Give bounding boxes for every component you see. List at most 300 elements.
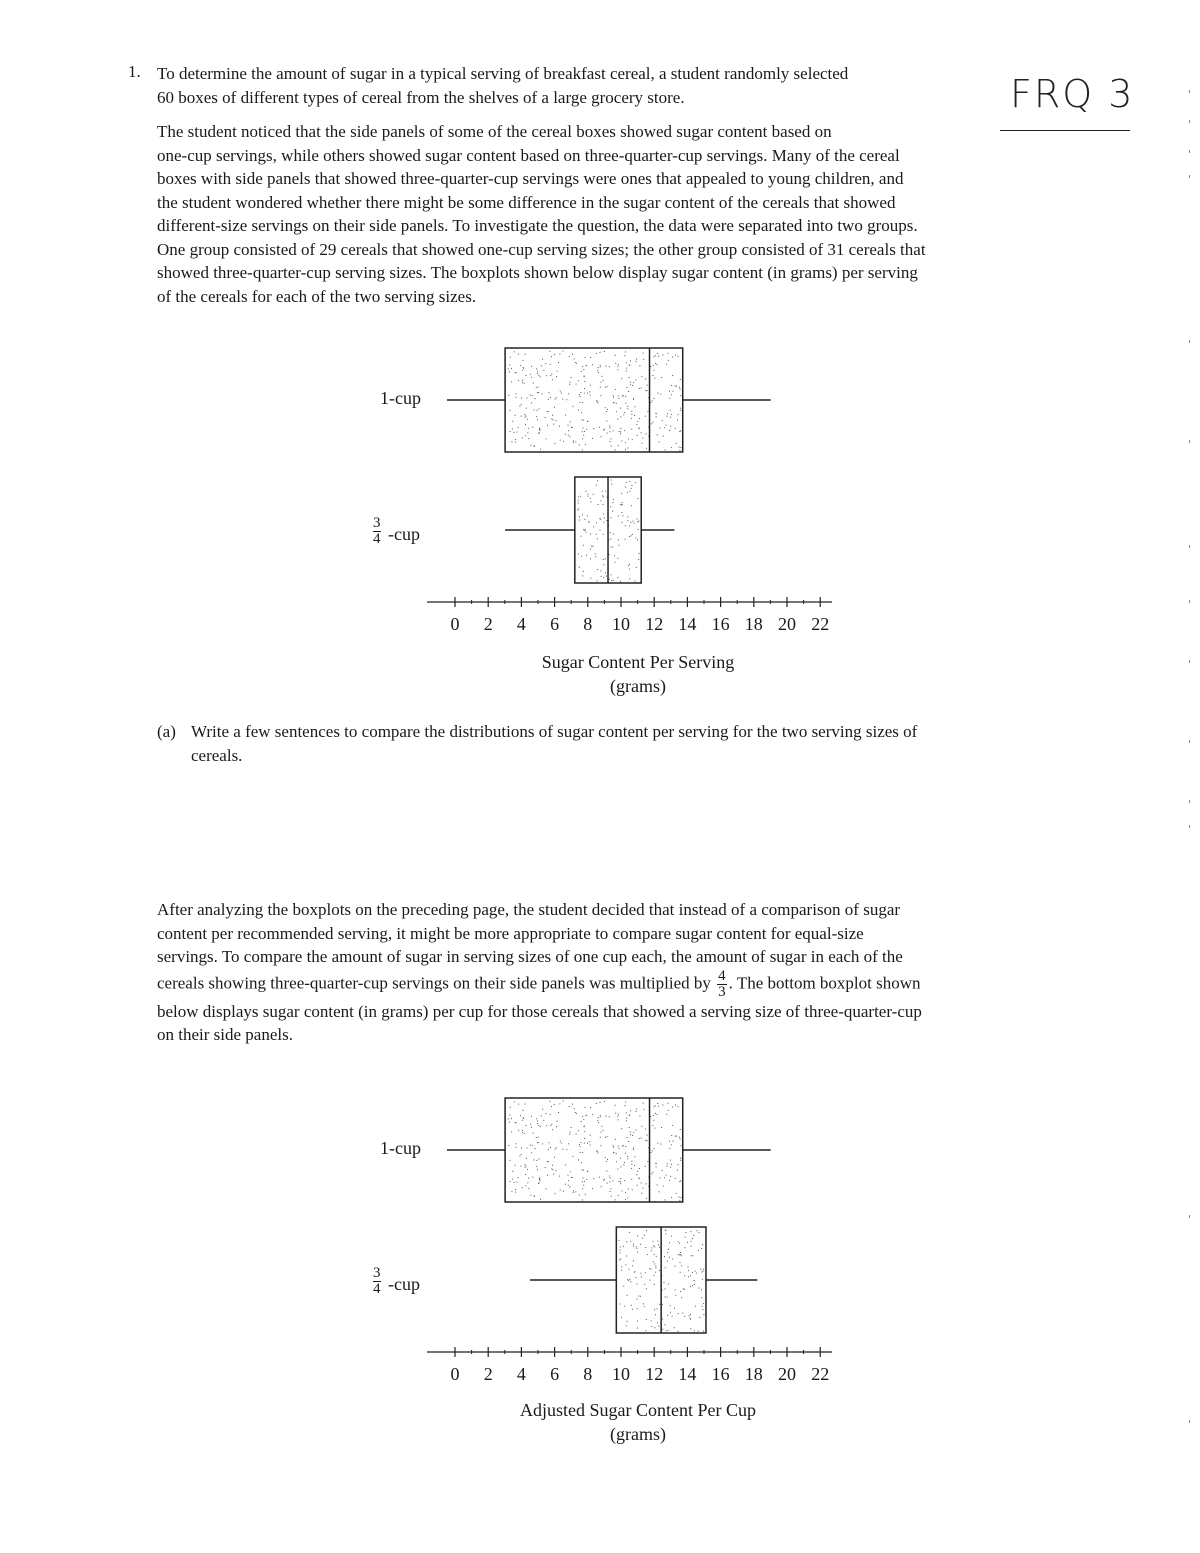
stipple-dot: [530, 1145, 531, 1146]
stipple-dot: [675, 1266, 676, 1267]
stipple-dot: [653, 398, 654, 399]
stipple-dot: [684, 1316, 685, 1317]
stipple-dot: [625, 539, 626, 540]
stipple-dot: [679, 431, 680, 432]
question-context: The student noticed that the side panels of some of the cereal boxes showed sugar content based on one-cup servings, while others showed sugar content based on three-quarter-cup servings. Many of the cereal boxes with side panels that showed three-quarter-cup servings were ones that appealed to young children, and the student wondered whether there might be some difference in the sugar content of the cereals that showed different-size servings on their side panels. To investigate the question, the data were separated into two groups. One group consisted of 29 cereals that showed one-cup serving sizes; the other group consisted of 31 cereals that showed three-quarter-cup serving sizes. The boxplots shown below display sugar content (in grams) per serving of the cereals for each of the two serving sizes.: [157, 122, 926, 306]
stipple-dot: [602, 495, 603, 496]
stipple-dot: [524, 414, 525, 415]
stipple-dot: [584, 393, 585, 394]
stipple-dot: [575, 441, 576, 442]
stipple-dot: [531, 1116, 532, 1117]
stipple-dot: [653, 1241, 654, 1242]
stipple-dot: [664, 1324, 665, 1325]
stipple-dot: [570, 1132, 571, 1133]
stipple-dot: [627, 1137, 628, 1138]
stipple-dot: [615, 363, 616, 364]
stipple-dot: [628, 391, 629, 392]
stipple-dot: [596, 485, 597, 486]
fraction-denominator: 4: [373, 531, 381, 547]
stipple-dot: [679, 1181, 680, 1182]
stipple-dot: [667, 1163, 668, 1164]
stipple-dot: [556, 376, 557, 377]
stipple-dot: [687, 1242, 688, 1243]
stipple-dot: [691, 1255, 692, 1256]
stipple-dot: [679, 450, 680, 451]
stipple-dot: [639, 428, 640, 429]
stipple-dot: [688, 1276, 689, 1277]
stipple-dot: [620, 1250, 621, 1251]
stipple-dot: [606, 1171, 607, 1172]
stipple-dot: [675, 1295, 676, 1296]
stipple-dot: [679, 1243, 680, 1244]
stipple-dot: [584, 1131, 585, 1132]
stipple-dot: [582, 1181, 583, 1182]
stipple-dot: [579, 1194, 580, 1195]
stipple-dot: [548, 392, 549, 393]
stipple-dot: [583, 1185, 584, 1186]
stipple-dot: [575, 1191, 576, 1192]
stipple-dot: [528, 1188, 529, 1189]
stipple-dot: [653, 1245, 654, 1246]
stipple-dot: [539, 1159, 540, 1160]
stipple-dot: [670, 1160, 671, 1161]
stipple-dot: [699, 1288, 700, 1289]
stipple-dot: [609, 1116, 610, 1117]
stipple-dot: [641, 376, 642, 377]
stipple-dot: [580, 1142, 581, 1143]
stipple-dot: [669, 1148, 670, 1149]
stipple-dot: [521, 404, 522, 405]
x-axis-title-serving: [518, 650, 758, 698]
stipple-dot: [516, 1147, 517, 1148]
stipple-dot: [609, 1176, 610, 1177]
stipple-dot: [632, 385, 633, 386]
stipple-dot: [552, 1169, 553, 1170]
stipple-dot: [579, 1144, 580, 1145]
stipple-dot: [545, 1167, 546, 1168]
stipple-dot: [587, 1143, 588, 1144]
stipple-dot: [655, 1105, 656, 1106]
stipple-dot: [652, 1150, 653, 1151]
stipple-dot: [632, 534, 633, 535]
stipple-dot: [657, 434, 658, 435]
stipple-dot: [624, 430, 625, 431]
stipple-dot: [630, 382, 631, 383]
stipple-dot: [640, 1296, 641, 1297]
stipple-dot: [609, 431, 610, 432]
stipple-dot: [555, 1149, 556, 1150]
stipple-dot: [601, 1145, 602, 1146]
stipple-dot: [639, 365, 640, 366]
stipple-dot: [653, 365, 654, 366]
stipple-dot: [526, 1166, 527, 1167]
stipple-dot: [606, 576, 607, 577]
stipple-dot: [688, 1270, 689, 1271]
stipple-dot: [659, 1304, 660, 1305]
stipple-dot: [599, 1177, 600, 1178]
stipple-dot: [538, 375, 539, 376]
stipple-dot: [611, 1196, 612, 1197]
stipple-dot: [550, 397, 551, 398]
stipple-dot: [613, 397, 614, 398]
x-tick-label: 20: [778, 1364, 796, 1380]
stipple-dot: [691, 1241, 692, 1242]
stipple-dot: [618, 369, 619, 370]
stipple-dot: [623, 414, 624, 415]
stipple-dot: [653, 1120, 654, 1121]
stipple-dot: [615, 1113, 616, 1114]
stipple-dot: [621, 1317, 622, 1318]
stipple-dot: [663, 1186, 664, 1187]
stipple-dot: [573, 440, 574, 441]
stipple-dot: [613, 402, 614, 403]
stipple-dot: [526, 1158, 527, 1159]
stipple-dot: [614, 555, 615, 556]
stipple-dot: [626, 370, 627, 371]
stipple-dot: [551, 418, 552, 419]
stipple-dot: [584, 1181, 585, 1182]
stipple-dot: [604, 351, 605, 352]
stipple-dot: [622, 522, 623, 523]
stipple-dot: [563, 1191, 564, 1192]
stipple-dot: [541, 1115, 542, 1116]
stipple-dot: [655, 1266, 656, 1267]
stipple-dot: [547, 425, 548, 426]
stipple-dot: [647, 390, 648, 391]
stipple-dot: [552, 415, 553, 416]
stipple-dot: [597, 580, 598, 581]
stipple-dot: [611, 484, 612, 485]
stipple-dot: [584, 1138, 585, 1139]
stipple-dot: [639, 553, 640, 554]
stipple-dot: [508, 1145, 509, 1146]
stipple-dot: [610, 1188, 611, 1189]
stipple-dot: [654, 1309, 655, 1310]
stipple-dot: [538, 392, 539, 393]
stipple-dot: [558, 1112, 559, 1113]
stipple-dot: [669, 1257, 670, 1258]
stipple-dot: [542, 393, 543, 394]
stipple-dot: [582, 575, 583, 576]
stipple-dot: [637, 1235, 638, 1236]
stipple-dot: [663, 436, 664, 437]
stipple-dot: [515, 1189, 516, 1190]
stipple-dot: [584, 388, 585, 389]
stipple-dot: [639, 418, 640, 419]
stipple-dot: [586, 429, 587, 430]
stipple-dot: [607, 1183, 608, 1184]
stipple-dot: [511, 1131, 512, 1132]
stipple-dot: [684, 1289, 685, 1290]
stipple-dot: [573, 406, 574, 407]
stipple-dot: [652, 1125, 653, 1126]
stipple-dot: [669, 430, 670, 431]
stipple-dot: [510, 1181, 511, 1182]
stipple-dot: [572, 1104, 573, 1105]
stipple-dot: [522, 370, 523, 371]
stipple-dot: [570, 1171, 571, 1172]
stipple-dot: [665, 1267, 666, 1268]
stipple-dot: [606, 520, 607, 521]
stipple-dot: [636, 1109, 637, 1110]
stipple-dot: [678, 1313, 679, 1314]
stipple-dot: [671, 1197, 672, 1198]
stipple-dot: [634, 1156, 635, 1157]
stipple-dot: [641, 1193, 642, 1194]
stipple-dot: [680, 1139, 681, 1140]
stipple-dot: [581, 1169, 582, 1170]
stipple-dot: [597, 538, 598, 539]
stipple-dot: [636, 424, 637, 425]
stipple-dot: [628, 439, 629, 440]
stipple-dot: [534, 1195, 535, 1196]
stipple-dot: [620, 1181, 621, 1182]
stipple-dot: [626, 482, 627, 483]
stipple-dot: [665, 1296, 666, 1297]
boxplot-chart-serving: [0, 330, 1200, 710]
x-tick-label: 18: [744, 1364, 763, 1380]
stipple-dot: [612, 502, 613, 503]
stipple-dot: [650, 366, 651, 367]
stipple-dot: [518, 1130, 519, 1131]
stipple-dot: [657, 1184, 658, 1185]
stipple-dot: [511, 441, 512, 442]
stipple-dot: [522, 1132, 523, 1133]
stipple-dot: [526, 375, 527, 376]
stipple-dot: [631, 1161, 632, 1162]
stipple-dot: [526, 1125, 527, 1126]
stipple-dot: [620, 408, 621, 409]
stipple-dot: [531, 377, 532, 378]
stipple-dot: [692, 1272, 693, 1273]
stipple-dot: [668, 1249, 669, 1250]
stipple-dot: [579, 394, 580, 395]
stipple-dot: [676, 1193, 677, 1194]
stipple-dot: [620, 1158, 621, 1159]
stipple-dot: [568, 1180, 569, 1181]
stipple-dot: [703, 1331, 704, 1332]
stipple-dot: [600, 1102, 601, 1103]
stipple-dot: [631, 418, 632, 419]
stipple-dot: [662, 1170, 663, 1171]
stipple-dot: [580, 536, 581, 537]
stipple-dot: [641, 388, 642, 389]
stipple-dot: [658, 1244, 659, 1245]
stipple-dot: [509, 372, 510, 373]
stipple-dot: [629, 1127, 630, 1128]
stipple-dot: [683, 1288, 684, 1289]
stipple-dot: [702, 1244, 703, 1245]
stipple-dot: [656, 1256, 657, 1257]
stipple-dot: [556, 420, 557, 421]
stipple-dot: [519, 1156, 520, 1157]
stipple-dot: [638, 529, 639, 530]
stipple-dot: [629, 564, 630, 565]
stipple-dot: [579, 520, 580, 521]
stipple-dot: [590, 578, 591, 579]
stipple-dot: [578, 1160, 579, 1161]
stipple-dot: [626, 1241, 627, 1242]
stipple-dot: [511, 368, 512, 369]
stipple-dot: [554, 354, 555, 355]
stipple-dot: [581, 371, 582, 372]
stipple-dot: [610, 441, 611, 442]
stipple-dot: [565, 1184, 566, 1185]
stipple-dot: [668, 1330, 669, 1331]
stipple-dot: [630, 1134, 631, 1135]
stipple-dot: [596, 401, 597, 402]
stipple-dot: [519, 406, 520, 407]
category-label-three-quarter-suffix-adjusted: -cup: [388, 1274, 420, 1294]
stipple-dot: [555, 443, 556, 444]
stipple-dot: [668, 353, 669, 354]
stipple-dot: [568, 393, 569, 394]
stipple-dot: [530, 374, 531, 375]
x-tick-label: 6: [550, 614, 560, 630]
stipple-dot: [629, 491, 630, 492]
stipple-dot: [514, 1182, 515, 1183]
stipple-dot: [613, 499, 614, 500]
stipple-dot: [578, 554, 579, 555]
stipple-dot: [690, 1314, 691, 1315]
stipple-dot: [559, 353, 560, 354]
stipple-dot: [625, 1146, 626, 1147]
stipple-dot: [662, 1104, 663, 1105]
stipple-dot: [600, 530, 601, 531]
category-label-three-quarter-fraction-adjusted: [373, 1266, 381, 1297]
stipple-dot: [562, 1149, 563, 1150]
stipple-dot: [530, 1124, 531, 1125]
stipple-dot: [546, 1188, 547, 1189]
stipple-dot: [618, 558, 619, 559]
stipple-dot: [539, 1178, 540, 1179]
stipple-dot: [627, 406, 628, 407]
stipple-dot: [524, 1133, 525, 1134]
stipple-dot: [601, 1186, 602, 1187]
stipple-dot: [677, 1170, 678, 1171]
stipple-dot: [586, 1179, 587, 1180]
stipple-dot: [550, 1125, 551, 1126]
stipple-dot: [556, 397, 557, 398]
stipple-dot: [641, 1126, 642, 1127]
question-intro: To determine the amount of sugar in a typical serving of breakfast cereal, a student randomly selected 60 boxes of different types of cereal from the shelves of a large grocery store.: [157, 64, 849, 107]
stipple-dot: [596, 522, 597, 523]
stipple-dot: [512, 1179, 513, 1180]
stipple-dot: [582, 402, 583, 403]
stipple-dot: [605, 366, 606, 367]
stipple-dot: [618, 1119, 619, 1120]
stipple-dot: [670, 1312, 671, 1313]
stipple-dot: [517, 432, 518, 433]
stipple-dot: [678, 1331, 679, 1332]
stipple-dot: [668, 360, 669, 361]
stipple-dot: [548, 411, 549, 412]
stipple-dot: [678, 1241, 679, 1242]
stipple-dot: [574, 358, 575, 359]
stipple-dot: [633, 1244, 634, 1245]
stipple-dot: [595, 556, 596, 557]
stipple-dot: [605, 1116, 606, 1117]
stipple-dot: [616, 411, 617, 412]
stipple-dot: [701, 1248, 702, 1249]
stipple-dot: [667, 1252, 668, 1253]
stipple-dot: [660, 394, 661, 395]
stipple-dot: [660, 428, 661, 429]
stipple-dot: [633, 1149, 634, 1150]
stipple-dot: [653, 1148, 654, 1149]
stipple-dot: [621, 493, 622, 494]
stipple-dot: [535, 398, 536, 399]
stipple-dot: [625, 1153, 626, 1154]
stipple-dot: [539, 428, 540, 429]
stipple-dot: [552, 1129, 553, 1130]
stipple-dot: [690, 1318, 691, 1319]
stipple-dot: [667, 413, 668, 414]
stipple-dot: [662, 354, 663, 355]
stipple-dot: [628, 1141, 629, 1142]
stipple-dot: [670, 426, 671, 427]
stipple-dot: [609, 1181, 610, 1182]
stipple-dot: [525, 1185, 526, 1186]
stipple-dot: [627, 1295, 628, 1296]
handwritten-note: FRQ 3: [1010, 72, 1135, 116]
stipple-dot: [665, 1234, 666, 1235]
stipple-dot: [630, 1110, 631, 1111]
stipple-dot: [559, 1176, 560, 1177]
stipple-dot: [655, 355, 656, 356]
stipple-dot: [675, 1178, 676, 1179]
stipple-dot: [669, 1180, 670, 1181]
stipple-dot: [619, 431, 620, 432]
stipple-dot: [622, 502, 623, 503]
stipple-dot: [566, 1149, 567, 1150]
stipple-dot: [531, 402, 532, 403]
stipple-dot: [643, 1109, 644, 1110]
stipple-dot: [632, 1265, 633, 1266]
stipple-dot: [554, 1104, 555, 1105]
stipple-dot: [680, 1254, 681, 1255]
stipple-dot: [521, 398, 522, 399]
stipple-dot: [584, 431, 585, 432]
stipple-dot: [546, 1113, 547, 1114]
stipple-dot: [613, 534, 614, 535]
stipple-dot: [536, 1166, 537, 1167]
stipple-dot: [558, 362, 559, 363]
stipple-dot: [670, 1176, 671, 1177]
stipple-dot: [633, 399, 634, 400]
stipple-dot: [628, 565, 629, 566]
stipple-dot: [633, 1148, 634, 1149]
stipple-dot: [591, 546, 592, 547]
stipple-dot: [581, 556, 582, 557]
stipple-dot: [600, 365, 601, 366]
stipple-dot: [631, 535, 632, 536]
stipple-dot: [583, 369, 584, 370]
stipple-dot: [539, 428, 540, 429]
stipple-dot: [636, 1277, 637, 1278]
stipple-dot: [553, 1174, 554, 1175]
stipple-dot: [639, 1138, 640, 1139]
stipple-dot: [621, 378, 622, 379]
stipple-dot: [531, 1195, 532, 1196]
stipple-dot: [647, 1254, 648, 1255]
stipple-dot: [578, 503, 579, 504]
stipple-dot: [627, 516, 628, 517]
stipple-dot: [646, 433, 647, 434]
stipple-dot: [561, 393, 562, 394]
stipple-dot: [546, 438, 547, 439]
stipple-dot: [617, 1169, 618, 1170]
